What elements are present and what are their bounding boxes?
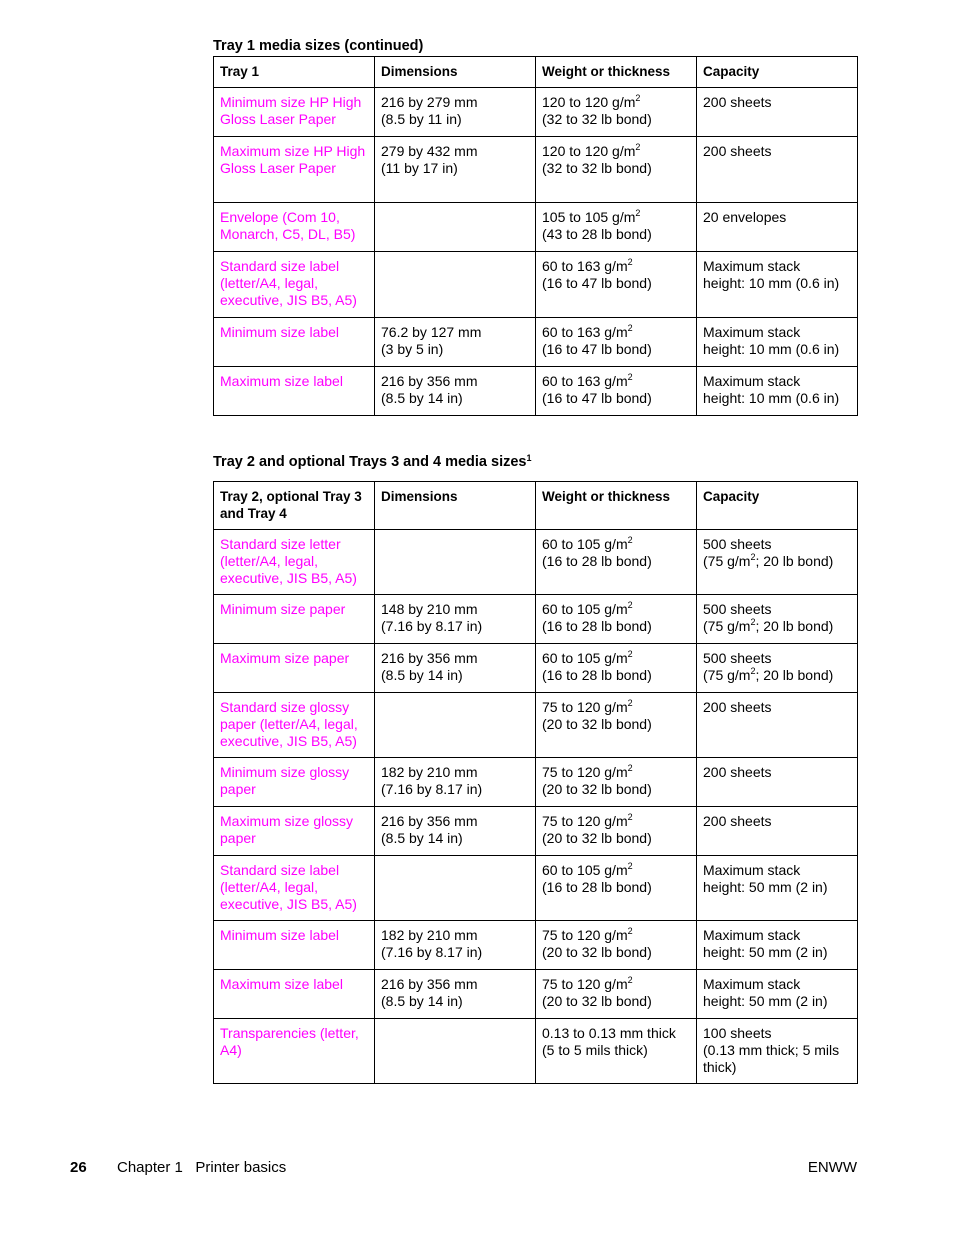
weight-imperial: (5 to 5 mils thick) — [542, 1042, 648, 1058]
capacity-secondary — [703, 618, 851, 635]
capacity-secondary-b: ; 20 lb bond) — [755, 667, 834, 683]
tray1-media-table — [213, 56, 858, 416]
dimensions-cell — [375, 856, 536, 921]
weight-metric — [542, 94, 690, 111]
weight-metric — [542, 650, 690, 667]
weight-metric-value: 60 to 163 g/m — [542, 324, 628, 340]
weight-imperial: (20 to 32 lb bond) — [542, 993, 652, 1009]
table-row — [214, 856, 858, 921]
capacity-cell — [697, 367, 858, 416]
dimensions-metric: 216 by 356 mm — [381, 373, 478, 389]
unit-superscript: 2 — [627, 323, 633, 333]
col-header-tray: Tray 2, optional Tray 3 and Tray 4 — [214, 482, 375, 530]
col-header-dimensions: Dimensions — [375, 482, 536, 530]
media-type-link[interactable]: Transparencies (letter, A4) — [214, 1019, 375, 1084]
capacity-primary: Maximum stack — [703, 976, 801, 992]
capacity-primary: Maximum stack — [703, 324, 801, 340]
media-type-link[interactable]: Maximum size HP High Gloss Laser Paper — [214, 137, 375, 203]
unit-superscript: 2 — [750, 666, 756, 676]
table-row — [214, 367, 858, 416]
dimensions-cell — [375, 693, 536, 758]
dimensions-cell — [375, 252, 536, 318]
weight-metric-value: 120 to 120 g/m — [542, 94, 636, 110]
capacity-secondary: height: 50 mm (2 in) — [703, 993, 828, 1009]
unit-superscript: 2 — [627, 535, 633, 545]
weight-imperial: (16 to 47 lb bond) — [542, 275, 652, 291]
dimensions-cell — [375, 595, 536, 644]
dimensions-cell — [375, 367, 536, 416]
dimensions-metric: 148 by 210 mm — [381, 601, 478, 617]
capacity-primary: Maximum stack — [703, 862, 801, 878]
dimensions-cell — [375, 644, 536, 693]
capacity-cell — [697, 970, 858, 1019]
capacity-primary: 500 sheets — [703, 601, 772, 617]
dimensions-imperial: (8.5 by 14 in) — [381, 667, 463, 683]
media-type-link[interactable]: Envelope (Com 10, Monarch, C5, DL, B5) — [214, 203, 375, 252]
weight-metric — [542, 699, 690, 716]
capacity-primary: 100 sheets — [703, 1025, 772, 1041]
dimensions-cell — [375, 318, 536, 367]
capacity-cell — [697, 252, 858, 318]
weight-cell — [536, 921, 697, 970]
capacity-secondary-a: (75 g/m — [703, 553, 751, 569]
capacity-primary: 200 sheets — [703, 699, 772, 715]
unit-superscript: 2 — [627, 372, 633, 382]
table-row — [214, 644, 858, 693]
weight-metric — [542, 862, 690, 879]
dimensions-imperial: (7.16 by 8.17 in) — [381, 618, 483, 634]
weight-imperial: (32 to 32 lb bond) — [542, 160, 652, 176]
dimensions-cell — [375, 758, 536, 807]
col-header-capacity: Capacity — [697, 482, 858, 530]
dimensions-metric: 182 by 210 mm — [381, 764, 478, 780]
table-row — [214, 530, 858, 595]
unit-superscript: 2 — [750, 552, 756, 562]
capacity-secondary — [703, 667, 851, 684]
weight-metric — [542, 143, 690, 160]
table-row — [214, 203, 858, 252]
weight-metric — [542, 927, 690, 944]
table-row — [214, 807, 858, 856]
capacity-primary: 500 sheets — [703, 650, 772, 666]
media-type-link[interactable]: Maximum size glossy paper — [214, 807, 375, 856]
dimensions-imperial: (11 by 17 in) — [381, 160, 458, 176]
col-header-dimensions: Dimensions — [375, 57, 536, 88]
dimensions-cell — [375, 88, 536, 137]
capacity-secondary-a: (75 g/m — [703, 618, 751, 634]
weight-cell — [536, 807, 697, 856]
dimensions-imperial: (8.5 by 14 in) — [381, 830, 463, 846]
dimensions-cell — [375, 1019, 536, 1084]
capacity-cell — [697, 1019, 858, 1084]
dimensions-metric: 216 by 356 mm — [381, 813, 478, 829]
table-row — [214, 970, 858, 1019]
dimensions-metric: 182 by 210 mm — [381, 927, 478, 943]
capacity-secondary-b: ; 20 lb bond) — [755, 553, 834, 569]
media-type-link[interactable]: Standard size label (letter/A4, legal, executive, JIS B5, A5) — [214, 856, 375, 921]
chapter-label: Chapter 1 Printer basics — [117, 1159, 287, 1176]
weight-cell — [536, 203, 697, 252]
dimensions-metric: 76.2 by 127 mm — [381, 324, 482, 340]
weight-cell — [536, 367, 697, 416]
media-type-link[interactable]: Maximum size paper — [214, 644, 375, 693]
table-header-row — [214, 482, 858, 530]
weight-imperial: (20 to 32 lb bond) — [542, 716, 652, 732]
table-row — [214, 252, 858, 318]
dimensions-imperial: (7.16 by 8.17 in) — [381, 944, 483, 960]
weight-cell — [536, 1019, 697, 1084]
unit-superscript: 2 — [627, 649, 633, 659]
tray2-media-table — [213, 481, 858, 1084]
media-type-link[interactable]: Minimum size glossy paper — [214, 758, 375, 807]
dimensions-cell — [375, 203, 536, 252]
weight-cell — [536, 693, 697, 758]
weight-metric-value: 105 to 105 g/m — [542, 209, 636, 225]
weight-imperial: (20 to 32 lb bond) — [542, 830, 652, 846]
capacity-primary: 200 sheets — [703, 764, 772, 780]
media-type-link[interactable]: Minimum size HP High Gloss Laser Paper — [214, 88, 375, 137]
weight-metric-value: 75 to 120 g/m — [542, 976, 628, 992]
dimensions-cell — [375, 921, 536, 970]
weight-metric-value: 75 to 120 g/m — [542, 927, 628, 943]
capacity-cell — [697, 88, 858, 137]
weight-cell — [536, 595, 697, 644]
table-row — [214, 88, 858, 137]
unit-superscript: 2 — [627, 975, 633, 985]
capacity-primary: 200 sheets — [703, 143, 772, 159]
media-type-link[interactable]: Maximum size label — [214, 367, 375, 416]
dimensions-imperial: (8.5 by 14 in) — [381, 993, 463, 1009]
unit-superscript: 2 — [635, 93, 641, 103]
capacity-secondary: height: 50 mm (2 in) — [703, 879, 828, 895]
weight-metric-value: 0.13 to 0.13 mm thick — [542, 1025, 676, 1041]
table-row — [214, 595, 858, 644]
weight-cell — [536, 970, 697, 1019]
weight-metric — [542, 601, 690, 618]
capacity-primary: 500 sheets — [703, 536, 772, 552]
table-row — [214, 758, 858, 807]
weight-metric — [542, 373, 690, 390]
weight-metric — [542, 813, 690, 830]
capacity-cell — [697, 137, 858, 203]
capacity-secondary: (0.13 mm thick; 5 mils thick) — [703, 1042, 840, 1075]
capacity-primary: Maximum stack — [703, 373, 801, 389]
media-type-link[interactable]: Minimum size label — [214, 921, 375, 970]
weight-imperial: (16 to 47 lb bond) — [542, 341, 652, 357]
weight-metric-value: 75 to 120 g/m — [542, 813, 628, 829]
document-code: ENWW — [807, 1159, 857, 1176]
dimensions-cell — [375, 137, 536, 203]
capacity-secondary: height: 10 mm (0.6 in) — [703, 390, 840, 406]
capacity-cell — [697, 530, 858, 595]
col-header-capacity: Capacity — [697, 57, 858, 88]
weight-metric — [542, 764, 690, 781]
table-row — [214, 318, 858, 367]
weight-cell — [536, 644, 697, 693]
dimensions-imperial: (3 by 5 in) — [381, 341, 444, 357]
media-type-link[interactable]: Minimum size label — [214, 318, 375, 367]
capacity-cell — [697, 595, 858, 644]
media-type-link[interactable]: Standard size glossy paper (letter/A4, legal, executive, JIS B5, A5) — [214, 693, 375, 758]
unit-superscript: 2 — [627, 600, 633, 610]
weight-metric — [542, 1025, 690, 1042]
table1-title: Tray 1 media sizes (continued) — [213, 38, 424, 54]
dimensions-imperial: (7.16 by 8.17 in) — [381, 781, 483, 797]
unit-superscript: 2 — [750, 617, 756, 627]
unit-superscript: 2 — [627, 698, 633, 708]
capacity-secondary-a: (75 g/m — [703, 667, 751, 683]
capacity-primary: 200 sheets — [703, 94, 772, 110]
weight-metric — [542, 258, 690, 275]
dimensions-cell — [375, 530, 536, 595]
dimensions-metric: 216 by 279 mm — [381, 94, 478, 110]
capacity-secondary: height: 10 mm (0.6 in) — [703, 341, 840, 357]
table-header-row — [214, 57, 858, 88]
weight-cell — [536, 856, 697, 921]
unit-superscript: 2 — [635, 142, 641, 152]
capacity-secondary — [703, 553, 851, 570]
footnote-marker: 1 — [526, 453, 532, 463]
unit-superscript: 2 — [627, 861, 633, 871]
table-row — [214, 921, 858, 970]
capacity-primary: Maximum stack — [703, 258, 801, 274]
col-header-tray: Tray 1 — [214, 57, 375, 88]
weight-cell — [536, 88, 697, 137]
weight-metric-value: 75 to 120 g/m — [542, 764, 628, 780]
unit-superscript: 2 — [627, 257, 633, 267]
media-type-link[interactable]: Standard size letter (letter/A4, legal, executive, JIS B5, A5) — [214, 530, 375, 595]
weight-metric-value: 60 to 105 g/m — [542, 650, 628, 666]
dimensions-cell — [375, 970, 536, 1019]
col-header-weight: Weight or thickness — [536, 482, 697, 530]
weight-metric — [542, 324, 690, 341]
media-type-link[interactable]: Minimum size paper — [214, 595, 375, 644]
table2-title: Tray 2 and optional Trays 3 and 4 media sizes$^1$ — [213, 453, 532, 470]
weight-metric-value: 60 to 163 g/m — [542, 258, 628, 274]
table-row — [214, 137, 858, 203]
dimensions-metric: 279 by 432 mm — [381, 143, 478, 159]
capacity-cell — [697, 693, 858, 758]
weight-cell — [536, 318, 697, 367]
weight-metric-value: 60 to 105 g/m — [542, 536, 628, 552]
capacity-secondary: height: 10 mm (0.6 in) — [703, 275, 840, 291]
weight-cell — [536, 530, 697, 595]
weight-metric — [542, 209, 690, 226]
weight-metric-value: 60 to 105 g/m — [542, 862, 628, 878]
weight-imperial: (16 to 28 lb bond) — [542, 667, 652, 683]
dimensions-metric: 216 by 356 mm — [381, 976, 478, 992]
capacity-secondary: height: 50 mm (2 in) — [703, 944, 828, 960]
table-row — [214, 1019, 858, 1084]
page-footer — [70, 1158, 857, 1178]
weight-imperial: (20 to 32 lb bond) — [542, 781, 652, 797]
col-header-weight: Weight or thickness — [536, 57, 697, 88]
weight-metric-value: 75 to 120 g/m — [542, 699, 628, 715]
media-type-link[interactable]: Standard size label (letter/A4, legal, executive, JIS B5, A5) — [214, 252, 375, 318]
weight-cell — [536, 137, 697, 203]
weight-cell — [536, 758, 697, 807]
unit-superscript: 2 — [635, 208, 641, 218]
weight-metric — [542, 536, 690, 553]
capacity-cell — [697, 758, 858, 807]
capacity-primary: Maximum stack — [703, 927, 801, 943]
dimensions-cell — [375, 807, 536, 856]
weight-imperial: (16 to 28 lb bond) — [542, 879, 652, 895]
weight-imperial: (20 to 32 lb bond) — [542, 944, 652, 960]
capacity-primary: 200 sheets — [703, 813, 772, 829]
capacity-secondary-b: ; 20 lb bond) — [755, 618, 834, 634]
dimensions-imperial: (8.5 by 11 in) — [381, 111, 462, 127]
capacity-cell — [697, 318, 858, 367]
table-row — [214, 693, 858, 758]
page-number: 26 — [70, 1159, 87, 1176]
dimensions-imperial: (8.5 by 14 in) — [381, 390, 463, 406]
weight-metric-value: 60 to 105 g/m — [542, 601, 628, 617]
weight-metric-value: 120 to 120 g/m — [542, 143, 636, 159]
weight-metric — [542, 976, 690, 993]
capacity-cell — [697, 807, 858, 856]
capacity-cell — [697, 203, 858, 252]
weight-imperial: (16 to 47 lb bond) — [542, 390, 652, 406]
weight-metric-value: 60 to 163 g/m — [542, 373, 628, 389]
weight-imperial: (43 to 28 lb bond) — [542, 226, 652, 242]
capacity-primary: 20 envelopes — [703, 209, 787, 225]
dimensions-metric: 216 by 356 mm — [381, 650, 478, 666]
weight-imperial: (16 to 28 lb bond) — [542, 618, 652, 634]
unit-superscript: 2 — [627, 812, 633, 822]
media-type-link[interactable]: Maximum size label — [214, 970, 375, 1019]
capacity-cell — [697, 921, 858, 970]
capacity-cell — [697, 856, 858, 921]
unit-superscript: 2 — [627, 763, 633, 773]
unit-superscript: 2 — [627, 926, 633, 936]
weight-imperial: (32 to 32 lb bond) — [542, 111, 652, 127]
weight-cell — [536, 252, 697, 318]
weight-imperial: (16 to 28 lb bond) — [542, 553, 652, 569]
capacity-cell — [697, 644, 858, 693]
